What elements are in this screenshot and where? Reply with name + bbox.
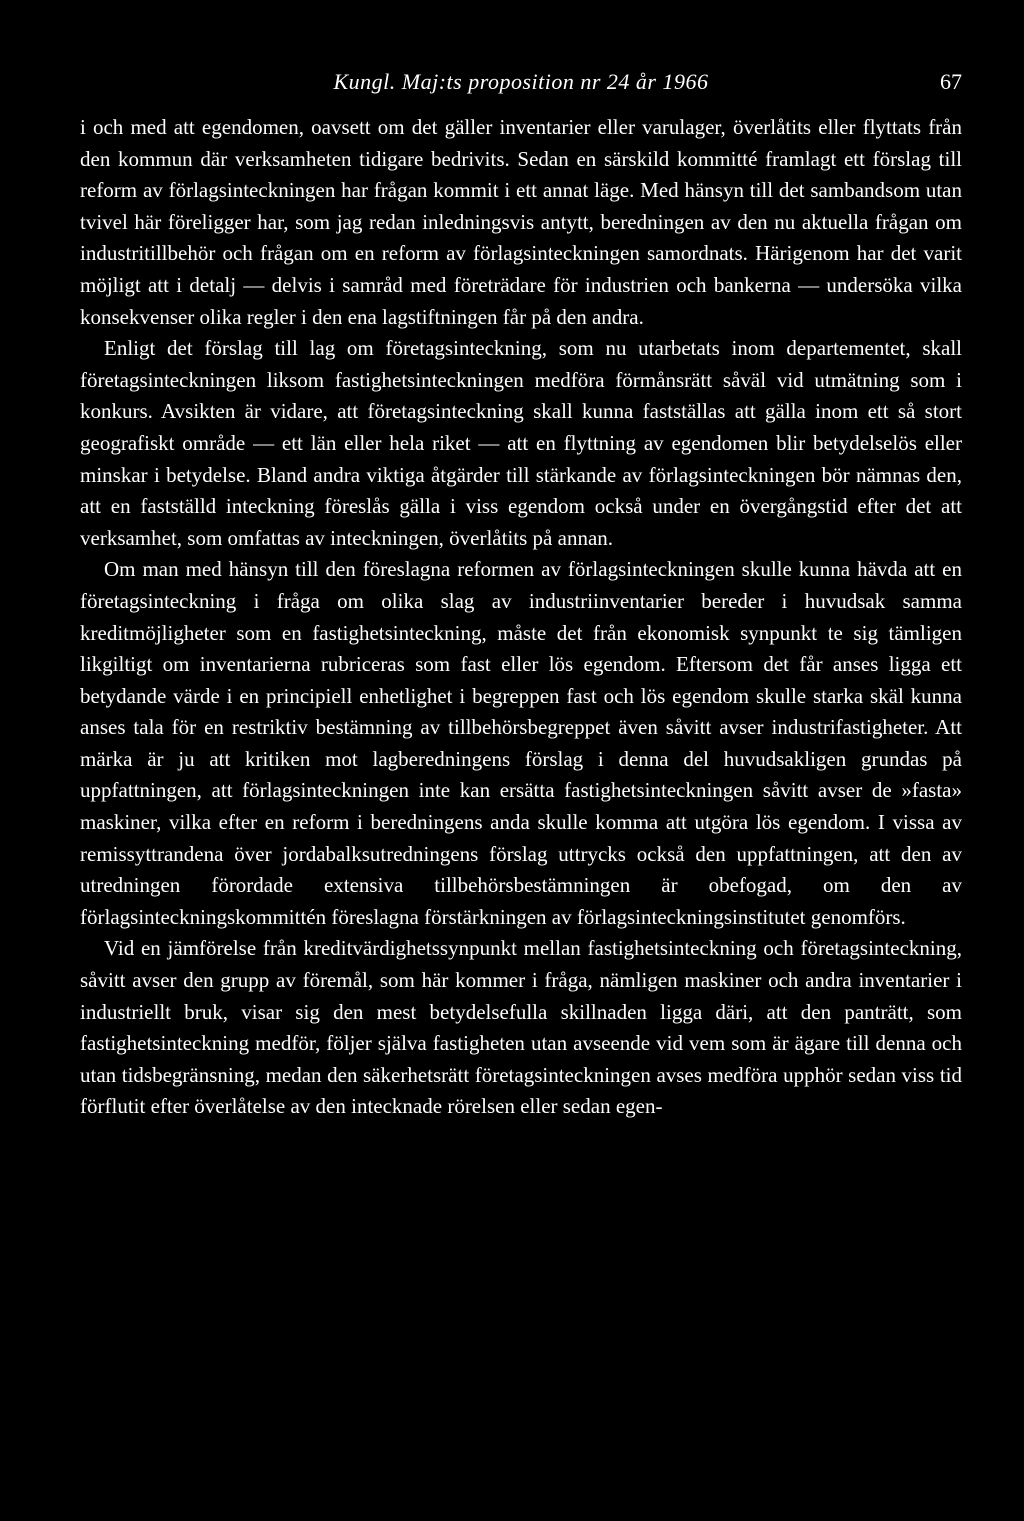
- paragraph-3: Om man med hänsyn till den föreslagna reformen av förlagsinteckningen skulle kunna hävda att en företagsinteckning i fråga om olika slag av industriinventarier bereder i huvudsak samma kreditmöjligheter som en fastighetsinteckning, måste det från ekonomisk synpunkt te sig tämligen likgiltigt om inventarierna rubriceras som fast eller lös egendom. Eftersom det får anses ligga ett betydande värde i en principiell enhetlighet i begreppen fast och lös egendom skulle starka skäl kunna anses tala för en restriktiv bestämning av tillbehörsbegreppet även såvitt avser industrifastigheter. Att märka är ju att kritiken mot lagberedningens förslag i denna del huvudsakligen grundas på uppfattningen, att förlagsinteckningen inte kan ersätta fastighetsinteckningen såvitt avser de »fasta» maskiner, vilka efter en reform i beredningens anda skulle komma att utgöra lös egendom. I vissa av remissyttrandena över jordabalksutredningens förslag uttrycks också den uppfattningen, att den av utredningen förordade extensiva tillbehörsbestämningen är obefogad, om den av förlagsinteckningskommittén föreslagna förstärkningen av förlagsinteckningsinstitutet genomförs.: [80, 557, 962, 929]
- paragraph-2: Enligt det förslag till lag om företagsinteckning, som nu utarbetats inom departementet, skall företagsinteckningen liksom fastighetsinteckningen medföra förmånsrätt såväl vid utmätning som i konkurs. Avsikten är vidare, att företagsinteckning skall kunna fastställas att gälla inom ett så stort geografiskt område — ett län eller hela riket — att en flyttning av egendomen blir betydelselös eller minskar i betydelse. Bland andra viktiga åtgärder till stärkande av förlagsinteckningen bör nämnas den, att en fastställd inteckning föreslås gälla i viss egendom också under en övergångstid efter det att verksamhet, som omfattas av inteckningen, överlåtits på annan.: [80, 336, 962, 550]
- running-header: [80, 66, 962, 98]
- body-text: [80, 112, 962, 1123]
- page-number: 67: [940, 69, 962, 94]
- running-title: Kungl. Maj:ts proposition nr 24 år 1966: [333, 69, 709, 94]
- paragraph-1: i och med att egendomen, oavsett om det gäller inventarier eller varulager, överlåtits eller flyttats från den kommun där verksamheten tidigare bedrivits. Sedan en särskild kommitté framlagt ett förslag till reform av förlagsinteckningen har frågan kommit i ett annat läge. Med hänsyn till det sambandsom utan tvivel här föreligger har, som jag redan inledningsvis antytt, beredningen av den nu aktuella frågan om industritillbehör och frågan om en reform av förlagsinteckningen samordnats. Härigenom har det varit möjligt att i detalj — delvis i samråd med företrädare för industrien och bankerna — undersöka vilka konsekvenser olika regler i den ena lagstiftningen får på den andra.: [80, 115, 962, 329]
- paragraph-4: Vid en jämförelse från kreditvärdighetssynpunkt mellan fastighetsinteckning och företagsinteckning, såvitt avser den grupp av föremål, som här kommer i fråga, nämligen maskiner och andra inventarier i industriellt bruk, visar sig den mest betydelsefulla skillnaden ligga däri, att den panträtt, som fastighetsinteckning medför, följer själva fastigheten utan avseende vid vem som är ägare till denna och utan tidsbegränsning, medan den säkerhetsrätt företagsinteckningen avses medföra upphör sedan viss tid förflutit efter överlåtelse av den intecknade rörelsen eller sedan egen-: [80, 936, 962, 1119]
